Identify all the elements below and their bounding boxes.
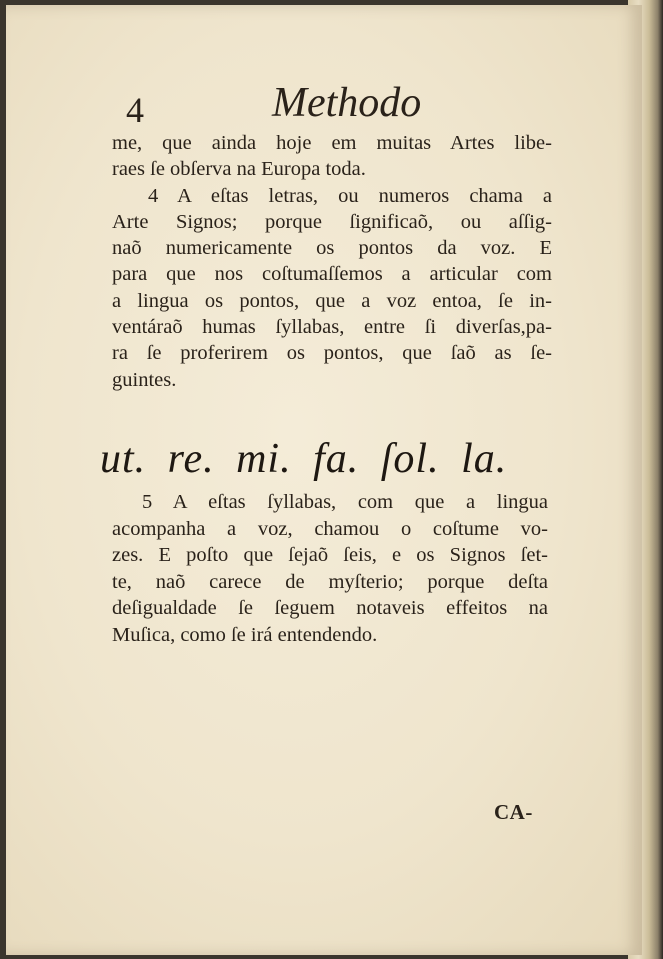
text-line: acompanha a voz, chamou o coſtume vo- xyxy=(112,517,548,540)
text-line: deſigualdade ſe ſeguem notaveis effeitos na xyxy=(112,597,548,619)
text-line: Arte Signos; porque ſignificaõ, ou aſſig- xyxy=(112,210,552,233)
text-line: te, naõ carece de myſterio; porque deſta xyxy=(112,570,548,593)
text-line: naõ numericamente os pontos da voz. E xyxy=(112,237,552,260)
solmization-syllables: ut. re. mi. fa. ſol. la. xyxy=(100,436,508,482)
body-text-top xyxy=(112,130,552,393)
body-text-bottom xyxy=(112,489,548,648)
text-line: 4 A eſtas letras, ou numeros chama a xyxy=(148,184,552,207)
running-head: Methodo xyxy=(272,80,422,126)
text-line: ra ſe proferirem os pontos, que ſaõ as ſe- xyxy=(112,342,552,365)
text-line: Muſica, como ſe irá entendendo. xyxy=(112,623,378,646)
text-line: guintes. xyxy=(112,368,177,391)
page-number: 4 xyxy=(126,90,144,130)
text-line: zes. E poſto que ſejaõ ſeis, e os Signos ſet- xyxy=(112,544,548,566)
text-line: me, que ainda hoje em muitas Artes libe- xyxy=(112,132,552,154)
text-line: ventáraõ humas ſyllabas, entre ſi diverſas,pa- xyxy=(112,316,552,339)
text-line: a lingua os pontos, que a voz entoa, ſe in- xyxy=(112,289,552,312)
catchword: CA- xyxy=(494,800,533,824)
text-line: 5 A eſtas ſyllabas, com que a lingua xyxy=(142,491,548,513)
text-line: raes ſe obſerva na Europa toda. xyxy=(112,158,366,181)
text-line: para que nos coſtumaſſemos a articular com xyxy=(112,263,552,286)
